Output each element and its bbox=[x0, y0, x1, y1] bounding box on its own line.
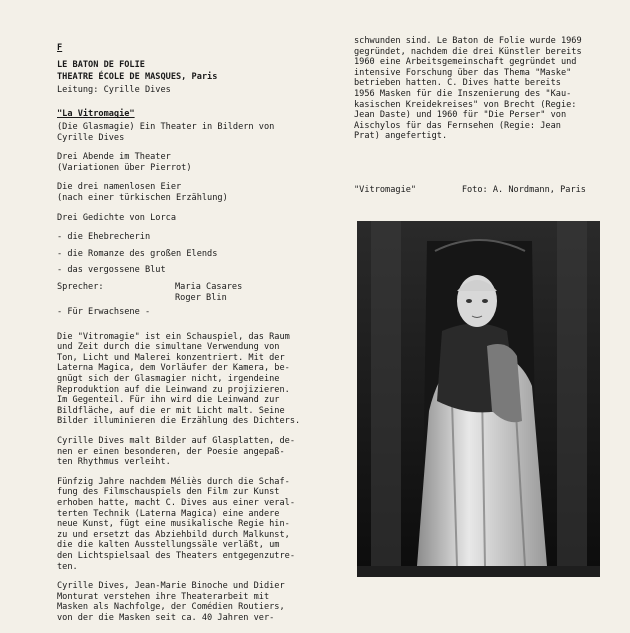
theatre-name: THEATRE ÉCOLE DE MASQUES, Paris bbox=[57, 72, 218, 83]
photo-caption bbox=[354, 185, 586, 195]
caption-credit: Foto: A. Nordmann, Paris bbox=[461, 185, 586, 195]
section-marker: F bbox=[57, 43, 63, 53]
body-paragraph: Fünfzig Jahre nachdem Méliès durch die Schaf- fung des Filmschauspiels den Film zur Kunst erhoben hatte, macht C. Dives aus einer veral- terten Technik (Laterna Magica) eine andere neue Kunst, fügt eine musikalische Regie hin- zu und ersetzt das Abziehbild durch Malkunst, die die kalten Ausstellungssäle verläßt, um den Lichtspielsaal des Theaters entgegenzutre- ten. bbox=[57, 476, 295, 572]
show-subtitle: (Die Glasmagie) Ein Theater in Bildern von Cyrille Dives bbox=[57, 121, 275, 143]
speaker-name: Roger Blin bbox=[175, 292, 227, 303]
speaker-row bbox=[57, 293, 312, 304]
body-paragraph: schwunden sind. Le Baton de Folie wurde 1969 gegründet, nachdem die drei Künstler bereits 1960 eine Arbeitsgemeinschaft gegründet und intensive Forschung über das Thema "Maske" betrieben hatten. C. Dives hatte bereits 1956 Masken für die Inszenierung des "Kau- kasischen Kreidekreises" von Brecht (Regie: Jean Daste) und 1960 für "Die Perser" von Aischylos für das Fernsehen (Regie: Jean Prat) angefertigt. bbox=[354, 36, 582, 142]
poem-item: - das vergossene Blut bbox=[57, 265, 166, 276]
company-name: LE BATON DE FOLIE bbox=[57, 59, 145, 70]
poem-item: - die Ehebrecherin bbox=[57, 232, 151, 243]
program-part-2: Die drei namenlosen Eier (nach einer türkischen Erzählung) bbox=[57, 182, 228, 203]
direction-credit: Leitung: Cyrille Dives bbox=[57, 84, 171, 95]
show-title: "La Vitromagie" bbox=[57, 109, 135, 120]
stage-photo-image bbox=[357, 221, 600, 577]
program-part-3: Drei Gedichte von Lorca bbox=[57, 212, 176, 223]
audience-note: - Für Erwachsene - bbox=[57, 307, 151, 318]
stage-photo bbox=[357, 221, 600, 577]
body-paragraph: Cyrille Dives malt Bilder auf Glasplatten, de- nen er einen besonderen, der Poesie angepaß- ten Rhythmus verleiht. bbox=[57, 436, 295, 468]
speaker-row bbox=[57, 282, 312, 293]
speaker-label: Sprecher: bbox=[57, 281, 104, 292]
left-column bbox=[57, 43, 312, 633]
program-part-1: Drei Abende im Theater (Variationen über Pierrot) bbox=[57, 152, 192, 173]
speaker-name: Maria Casares bbox=[175, 281, 243, 292]
right-column bbox=[354, 36, 604, 151]
body-paragraph: Cyrille Dives, Jean-Marie Binoche und Didier Monturat verstehen ihre Theaterarbeit mit Masken als Nachfolge, der Comédien Routiers, von der die Masken seit ca. 40 Jahren ver- bbox=[57, 581, 285, 623]
caption-title: "Vitromagie" bbox=[354, 185, 417, 195]
body-paragraph: Die "Vitromagie" ist ein Schauspiel, das Raum und Zeit durch die simultane Verwendung von Ton, Licht und Malerei konzentriert. Mit der Laterna Magica, dem Vorläufer der Kamera, be- gnügt sich der Glasmagier nicht, irgendeine Reproduktion auf die Leinwand zu projizieren. Im Gegenteil. Für ihn wird die Leinwand zur Bildfläche, auf die er mit Licht malt. Seine Bilder illuminieren die Erzählung des Dichters. bbox=[57, 331, 301, 427]
poem-item: - die Romanze des großen Elends bbox=[57, 248, 218, 259]
